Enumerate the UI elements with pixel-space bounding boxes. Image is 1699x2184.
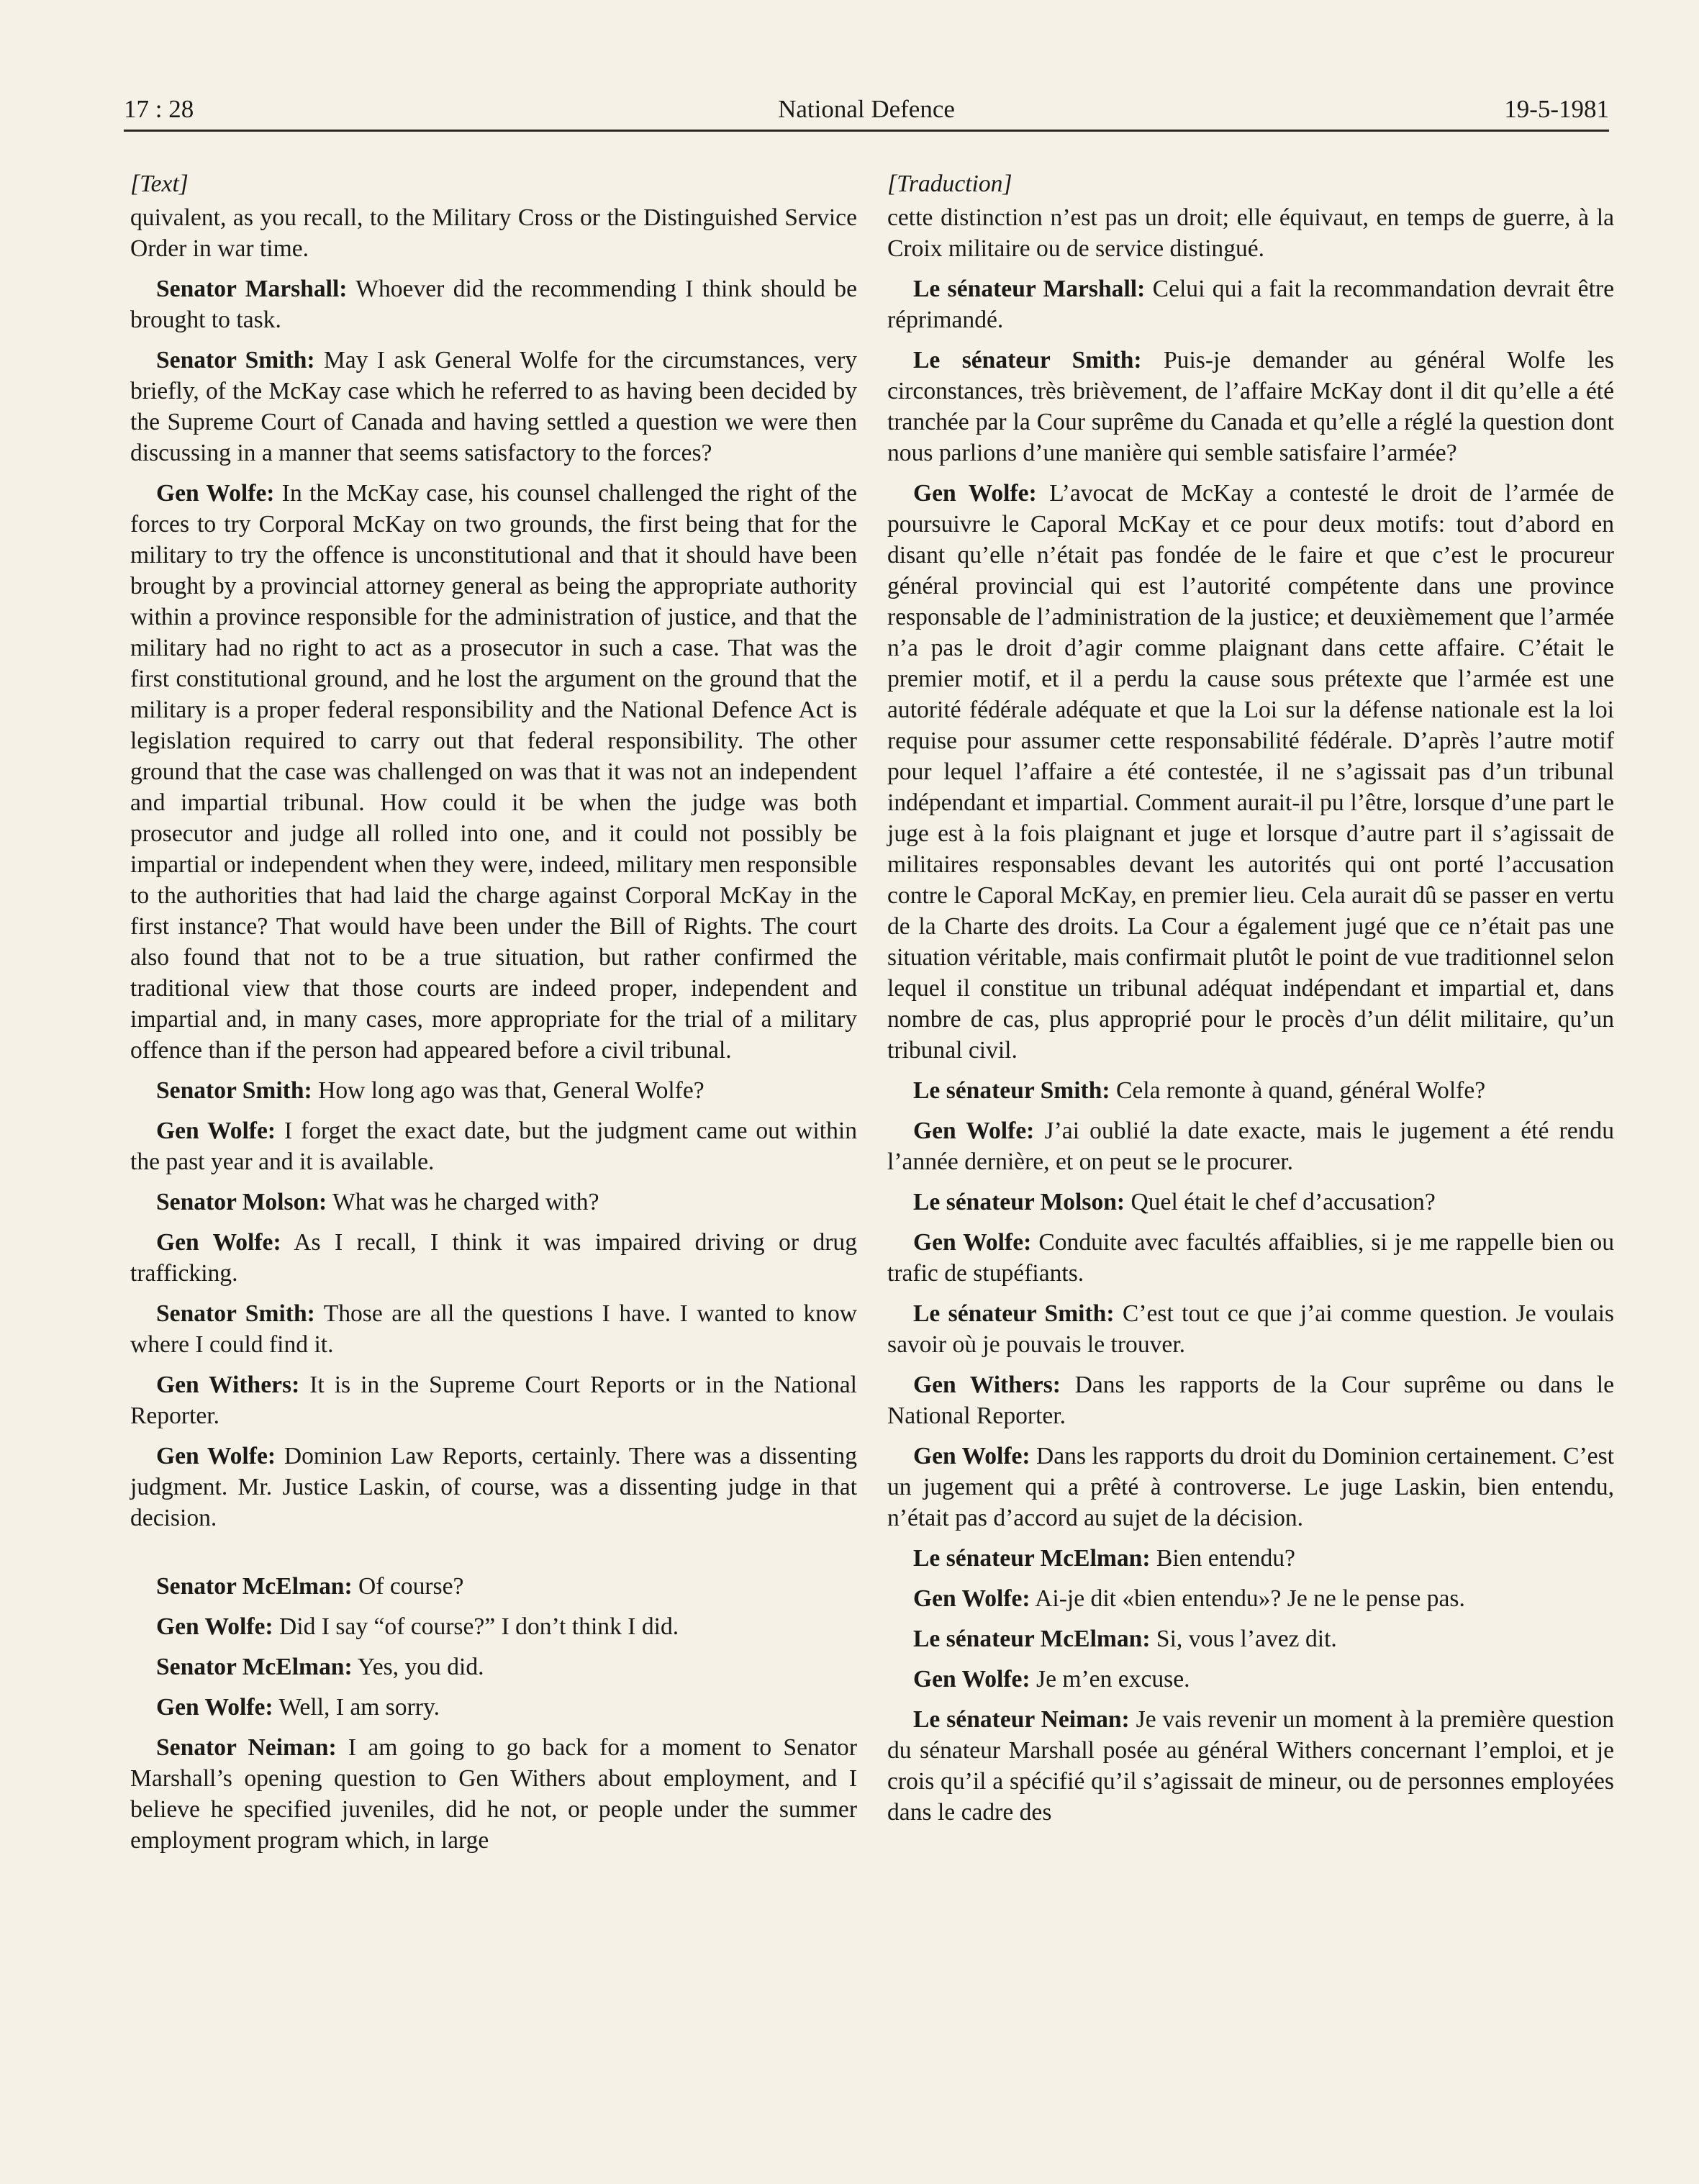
speech-text: Did I say “of course?” I don’t think I did. [273,1613,679,1640]
speech-text: Of course? [352,1573,464,1600]
speech-paragraph [887,1187,1614,1218]
speech-text: Cela remonte à quand, général Wolfe? [1110,1077,1486,1104]
speech-paragraph [887,478,1614,1066]
speaker-name: Gen Wolfe: [156,1229,281,1256]
speech-text: Dans les rapports de la Cour suprême ou dans le National Reporter. [887,1372,1614,1429]
speech-text: Je vais revenir un moment à la première question du sénateur Marshall posée au général Withers concernant l’emploi, et je crois qu’il a spécifié qu’il s’agissait de mineur, ou de personnes employées dans le cadre des [887,1706,1614,1826]
speaker-name: Senator Molson: [156,1189,327,1215]
speech-text: May I ask General Wolfe for the circumstances, very briefly, of the McKay case which he referred to as having been decided by the Supreme Court of Canada and having settled a question we were then discussing in a manner that seems satisfactory to the forces? [130,347,858,466]
speech-paragraph [130,1611,857,1642]
speech-paragraph [130,1732,857,1856]
speech-text: Je m’en excuse. [1030,1666,1190,1693]
speech-paragraph [130,1298,857,1360]
speech-text: I am going to go back for a moment to Senator Marshall’s opening question to Gen Withers about employment, and I believe he specified juveniles, did he not, or people under the summer employment program which, in large [130,1734,857,1854]
speech-text: Quel était le chef d’accusation? [1125,1189,1436,1215]
speech-paragraph [887,1704,1614,1828]
speaker-name: Senator McElman: [156,1573,353,1600]
speaker-name: Gen Wolfe: [156,480,275,507]
speech-paragraph [887,1115,1614,1177]
speech-paragraph [130,1369,857,1431]
speech-text: Dominion Law Reports, certainly. There was a dissenting judgment. Mr. Justice Laskin, of course, was a dissenting judge in that decision. [130,1443,857,1531]
speaker-name: Le sénateur Smith: [913,1300,1115,1327]
speech-paragraph [887,1441,1614,1533]
speaker-name: Senator Smith: [156,1300,315,1327]
speaker-name: Gen Wolfe: [913,480,1037,507]
french-column [887,168,1614,1837]
speech-text: Celui qui a fait la recommandation devrait être réprimandé. [887,276,1614,333]
speaker-name: Gen Wolfe: [913,1229,1032,1256]
speech-text: Whoever did the recommending I think should be brought to task. [130,276,857,333]
column-language-tag: [Text] [130,171,189,197]
speech-text: L’avocat de McKay a contesté le droit de l’armée de poursuivre le Caporal McKay et ce pour deux motifs: tout d’abord en disant qu’elle n’était pas fondée de le faire et que c’est le procureur général provincial qui est l’autorité compétente dans une province responsable de l’administration de la justice; et deuxièmement que l’armée n’a pas le droit d’agir comme plaignant dans cette affaire. C’était le premier motif, et il a perdu la cause sous prétexte que l’armée est une autorité fédérale adéquate et que la Loi sur la défense nationale est la loi requise pour assumer cette responsabilité fédérale. D’après l’autre motif pour lequel l’affaire a été contestée, il ne s’agissait pas d’un tribunal indépendant et impartial. Comment aurait-il pu l’être, lorsque d’une part le juge est à la fois plaignant et juge et lorsque d’autre part il s’agissait de militaires responsables devant les autorités qui ont porté l’accusation contre le Caporal McKay, en premier lieu. Cela aurait dû se passer en vertu de la Charte des droits. La Cour a également jugé que ce n’était pas une situation véritable, mais confirmait plutôt le point de vue traditionnel selon lequel il constitue un tribunal adéquat indépendant et impartial et, dans nombre de cas, plus approprié pour le procès d’un délit militaire, qu’un tribunal civil. [887,480,1614,1064]
speech-paragraph [130,1651,857,1682]
speech-text: How long ago was that, General Wolfe? [312,1077,704,1104]
speech-text: Those are all the questions I have. I wanted to know where I could find it. [130,1300,858,1358]
speech-text: C’est tout ce que j’ai comme question. Je voulais savoir où je pouvais le trouver. [887,1300,1614,1358]
speech-text: Conduite avec facultés affaiblies, si je me rappelle bien ou trafic de stupéfiants. [887,1229,1614,1287]
speaker-name: Gen Wolfe: [156,1443,276,1469]
speaker-name: Le sénateur Smith: [913,1077,1110,1104]
speech-paragraph [887,1623,1614,1654]
page-header [124,94,1609,132]
speaker-name: Senator Neiman: [156,1734,337,1761]
speech-text: Yes, you did. [352,1654,484,1680]
speech-paragraph [130,273,857,335]
speaker-name: Le sénateur Neiman: [913,1706,1130,1733]
speaker-name: Senator Marshall: [156,276,348,302]
speaker-name: Le sénateur Marshall: [913,276,1146,302]
speech-paragraph [887,1369,1614,1431]
speech-paragraph [887,1298,1614,1360]
column-language-tag: [Traduction] [887,171,1012,197]
speech-paragraph [130,1115,857,1177]
speaker-name: Gen Wolfe: [913,1666,1030,1693]
speaker-name: Gen Wolfe: [913,1118,1035,1144]
speaker-name: Le sénateur McElman: [913,1545,1151,1572]
page-date: 19-5-1981 [1504,95,1609,123]
speaker-name: Gen Wolfe: [156,1118,276,1144]
speech-paragraph [130,1571,857,1602]
speech-text: As I recall, I think it was impaired driving or drug trafficking. [130,1229,857,1287]
speaker-name: Le sénateur Molson: [913,1189,1125,1215]
speaker-name: Gen Wolfe: [913,1443,1030,1469]
continued-paragraph: quivalent, as you recall, to the Military Cross or the Distinguished Service Order in war time. [130,204,857,262]
speech-text: In the McKay case, his counsel challenged the right of the forces to try Corporal McKay on two grounds, the first being that for the military to try the offence is unconstitutional and that it should have been brought by a provincial attorney general as being the appropriate authority within a province responsible for the administration of justice, and that the military had no right to act as a prosecutor in such a case. That was the first constitutional ground, and he lost the argument on the ground that the military is a proper federal responsibility and the National Defence Act is legislation required to carry out that federal responsibility. The other ground that the case was challenged on was that it was not an independent and impartial tribunal. How could it be when the judge was both prosecutor and judge all rolled into one, and it could not possibly be impartial or independent when they were, indeed, military men responsible to the authorities that had laid the charge against Corporal McKay in the first instance? That would have been under the Bill of Rights. The court also found that not to be a true situation, but rather confirmed the traditional view that those courts are indeed proper, independent and impartial and, in many cases, more appropriate for the trial of a military offence than if the person had appeared before a civil tribunal. [130,480,857,1064]
speech-paragraph [887,273,1614,335]
speaker-name: Senator Smith: [156,347,315,373]
speech-paragraph [887,1543,1614,1574]
speech-paragraph [130,1441,857,1533]
english-column [130,168,857,1865]
speech-paragraph [130,1227,857,1289]
speech-paragraph [887,1583,1614,1614]
speech-paragraph [130,1075,857,1106]
page-number: 17 : 28 [124,95,194,123]
speaker-name: Gen Wolfe: [156,1613,273,1640]
speaker-name: Senator McElman: [156,1654,353,1680]
speech-text: J’ai oublié la date exacte, mais le jugement a été rendu l’année dernière, et on peut se le procurer. [887,1118,1614,1175]
speaker-name: Gen Withers: [156,1372,300,1398]
speech-text: Well, I am sorry. [273,1694,440,1721]
speech-text: Si, vous l’avez dit. [1150,1626,1337,1652]
speech-text: I forget the exact date, but the judgment came out within the past year and it is available. [130,1118,857,1175]
speaker-name: Gen Wolfe: [913,1585,1030,1612]
speaker-name: Gen Withers: [913,1372,1061,1398]
speaker-name: Senator Smith: [156,1077,312,1104]
speech-paragraph [887,345,1614,468]
speech-text: Ai-je dit «bien entendu»? Je ne le pense pas. [1030,1585,1465,1612]
speech-text: It is in the Supreme Court Reports or in the National Reporter. [130,1372,858,1429]
speech-paragraph [887,1075,1614,1106]
speech-paragraph [130,1187,857,1218]
speech-paragraph [130,345,857,468]
speech-paragraph [887,1664,1614,1695]
speaker-name: Le sénateur McElman: [913,1626,1151,1652]
speech-paragraph [130,478,857,1066]
speech-text: What was he charged with? [327,1189,599,1215]
speech-text: Bien entendu? [1150,1545,1295,1572]
running-title: National Defence [778,95,955,123]
speaker-name: Gen Wolfe: [156,1694,273,1721]
continued-paragraph: cette distinction n’est pas un droit; elle équivaut, en temps de guerre, à la Croix militaire ou de service distingué. [887,204,1614,262]
speech-text: Dans les rapports du droit du Dominion certainement. C’est un jugement qui a prêté à controverse. Le juge Laskin, bien entendu, n’était pas d’accord au sujet de la décision. [887,1443,1614,1531]
speaker-name: Le sénateur Smith: [913,347,1142,373]
speech-paragraph [130,1692,857,1723]
speech-text: Puis-je demander au général Wolfe les circonstances, très brièvement, de l’affaire McKay dont il dit qu’elle a été tranchée par la Cour suprême du Canada et qu’elle a réglé la question dont nous parlions d’une manière qui semble satisfaire l’armée? [887,347,1614,466]
speech-paragraph [887,1227,1614,1289]
